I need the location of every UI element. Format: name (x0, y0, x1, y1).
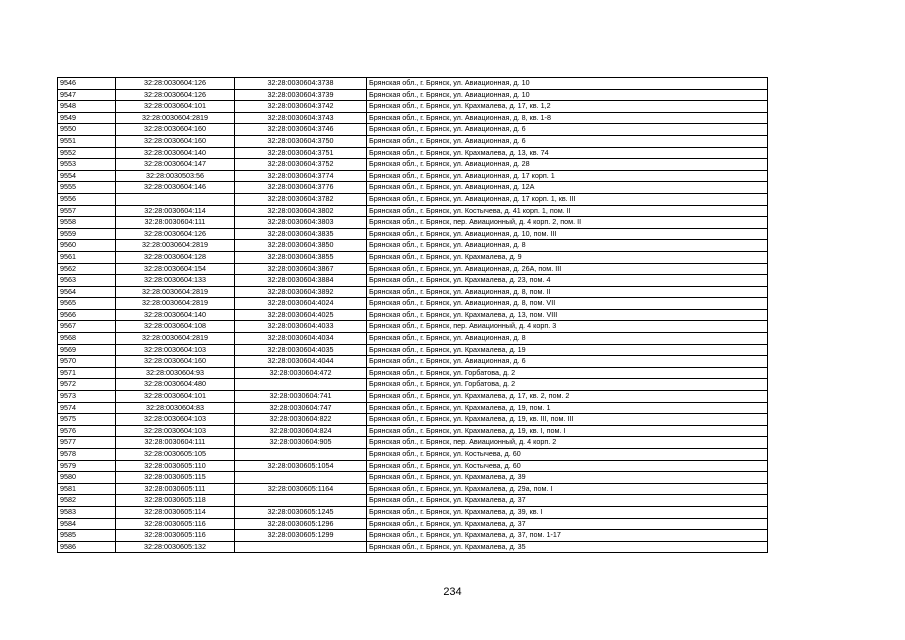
row-number-cell: 9568 (58, 333, 116, 345)
row-number-cell: 9562 (58, 263, 116, 275)
row-number-cell: 9563 (58, 275, 116, 287)
land-cadastral-number-cell: 32:28:0030605:116 (116, 518, 235, 530)
address-cell: Брянская обл., г. Брянск, ул. Крахмалева, д. 13, пом. VIII (367, 309, 768, 321)
page-number: 234 (443, 586, 462, 598)
land-cadastral-number-cell: 32:28:0030604:147 (116, 159, 235, 171)
object-cadastral-number-cell: 32:28:0030604:3750 (235, 135, 367, 147)
object-cadastral-number-cell: 32:28:0030604:822 (235, 414, 367, 426)
table-row (58, 170, 768, 182)
table-row (58, 286, 768, 298)
address-cell: Брянская обл., г. Брянск, ул. Крахмалева, д. 39 (367, 472, 768, 484)
land-cadastral-number-cell: 32:28:0030604:2819 (116, 333, 235, 345)
address-cell: Брянская обл., г. Брянск, ул. Авиационная, д. 8 (367, 333, 768, 345)
row-number-cell: 9573 (58, 391, 116, 403)
address-cell: Брянская обл., г. Брянск, ул. Авиационная, д. 12А (367, 182, 768, 194)
address-cell: Брянская обл., г. Брянск, ул. Авиационная, д. 6 (367, 135, 768, 147)
address-cell: Брянская обл., г. Брянск, ул. Крахмалева, д. 9 (367, 251, 768, 263)
address-cell: Брянская обл., г. Брянск, ул. Крахмалева, д. 29а, пом. I (367, 483, 768, 495)
table-row (58, 182, 768, 194)
address-cell: Брянская обл., г. Брянск, ул. Крахмалева, д. 19 (367, 344, 768, 356)
table-row (58, 193, 768, 205)
table-row (58, 251, 768, 263)
address-cell: Брянская обл., г. Брянск, ул. Авиационная, д. 10 (367, 89, 768, 101)
land-cadastral-number-cell: 32:28:0030605:105 (116, 449, 235, 461)
object-cadastral-number-cell: 32:28:0030604:3742 (235, 101, 367, 113)
row-number-cell: 9553 (58, 159, 116, 171)
land-cadastral-number-cell: 32:28:0030605:132 (116, 541, 235, 553)
object-cadastral-number-cell: 32:28:0030604:741 (235, 391, 367, 403)
object-cadastral-number-cell: 32:28:0030604:4044 (235, 356, 367, 368)
table-row (58, 298, 768, 310)
object-cadastral-number-cell: 32:28:0030605:1299 (235, 530, 367, 542)
address-cell: Брянская обл., г. Брянск, ул. Костычева, д. 41 корп. 1, пом. II (367, 205, 768, 217)
table-row (58, 344, 768, 356)
land-cadastral-number-cell: 32:28:0030604:101 (116, 391, 235, 403)
table-row (58, 333, 768, 345)
table-row (58, 472, 768, 484)
table-row (58, 437, 768, 449)
row-number-cell: 9556 (58, 193, 116, 205)
row-number-cell: 9570 (58, 356, 116, 368)
object-cadastral-number-cell (235, 449, 367, 461)
land-cadastral-number-cell: 32:28:0030605:111 (116, 483, 235, 495)
land-cadastral-number-cell (116, 193, 235, 205)
object-cadastral-number-cell: 32:28:0030605:1296 (235, 518, 367, 530)
table-row (58, 483, 768, 495)
land-cadastral-number-cell: 32:28:0030604:83 (116, 402, 235, 414)
address-cell: Брянская обл., г. Брянск, ул. Крахмалева, д. 17, кв. 2, пом. 2 (367, 391, 768, 403)
row-number-cell: 9584 (58, 518, 116, 530)
table-row (58, 530, 768, 542)
row-number-cell: 9575 (58, 414, 116, 426)
row-number-cell: 9559 (58, 228, 116, 240)
table-row (58, 541, 768, 553)
land-cadastral-number-cell: 32:28:0030604:93 (116, 367, 235, 379)
land-cadastral-number-cell: 32:28:0030604:2819 (116, 112, 235, 124)
row-number-cell: 9574 (58, 402, 116, 414)
cadastral-table (57, 77, 768, 553)
land-cadastral-number-cell: 32:28:0030604:2819 (116, 286, 235, 298)
row-number-cell: 9550 (58, 124, 116, 136)
object-cadastral-number-cell: 32:28:0030604:3835 (235, 228, 367, 240)
object-cadastral-number-cell: 32:28:0030604:4025 (235, 309, 367, 321)
land-cadastral-number-cell: 32:28:0030604:160 (116, 124, 235, 136)
table-row (58, 124, 768, 136)
land-cadastral-number-cell: 32:28:0030605:118 (116, 495, 235, 507)
address-cell: Брянская обл., г. Брянск, ул. Крахмалева, д. 13, кв. 74 (367, 147, 768, 159)
row-number-cell: 9566 (58, 309, 116, 321)
table-row (58, 367, 768, 379)
land-cadastral-number-cell: 32:28:0030604:111 (116, 217, 235, 229)
land-cadastral-number-cell: 32:28:0030604:103 (116, 414, 235, 426)
object-cadastral-number-cell: 32:28:0030604:4034 (235, 333, 367, 345)
object-cadastral-number-cell: 32:28:0030604:3867 (235, 263, 367, 275)
row-number-cell: 9582 (58, 495, 116, 507)
land-cadastral-number-cell: 32:28:0030604:126 (116, 78, 235, 90)
land-cadastral-number-cell: 32:28:0030604:154 (116, 263, 235, 275)
object-cadastral-number-cell: 32:28:0030604:4033 (235, 321, 367, 333)
object-cadastral-number-cell: 32:28:0030604:3776 (235, 182, 367, 194)
land-cadastral-number-cell: 32:28:0030605:115 (116, 472, 235, 484)
address-cell: Брянская обл., г. Брянск, ул. Авиационная, д. 10, пом. III (367, 228, 768, 240)
land-cadastral-number-cell: 32:28:0030604:111 (116, 437, 235, 449)
land-cadastral-number-cell: 32:28:0030604:103 (116, 344, 235, 356)
address-cell: Брянская обл., г. Брянск, ул. Авиационная, д. 6 (367, 124, 768, 136)
object-cadastral-number-cell: 32:28:0030604:3782 (235, 193, 367, 205)
land-cadastral-number-cell: 32:28:0030604:140 (116, 147, 235, 159)
address-cell: Брянская обл., г. Брянск, ул. Крахмалева, д. 37 (367, 495, 768, 507)
row-number-cell: 9579 (58, 460, 116, 472)
object-cadastral-number-cell: 32:28:0030604:747 (235, 402, 367, 414)
land-cadastral-number-cell: 32:28:0030604:146 (116, 182, 235, 194)
table-row (58, 89, 768, 101)
object-cadastral-number-cell: 32:28:0030604:3752 (235, 159, 367, 171)
row-number-cell: 9577 (58, 437, 116, 449)
land-cadastral-number-cell: 32:28:0030604:2819 (116, 240, 235, 252)
land-cadastral-number-cell: 32:28:0030604:2819 (116, 298, 235, 310)
object-cadastral-number-cell: 32:28:0030604:3751 (235, 147, 367, 159)
table-row (58, 309, 768, 321)
address-cell: Брянская обл., г. Брянск, пер. Авиационный, д. 4 корп. 3 (367, 321, 768, 333)
object-cadastral-number-cell (235, 379, 367, 391)
row-number-cell: 9586 (58, 541, 116, 553)
address-cell: Брянская обл., г. Брянск, ул. Крахмалева, д. 37 (367, 518, 768, 530)
table-row (58, 506, 768, 518)
object-cadastral-number-cell: 32:28:0030604:3855 (235, 251, 367, 263)
object-cadastral-number-cell: 32:28:0030604:3803 (235, 217, 367, 229)
row-number-cell: 9585 (58, 530, 116, 542)
address-cell: Брянская обл., г. Брянск, пер. Авиационный, д. 4 корп. 2 (367, 437, 768, 449)
table-row (58, 78, 768, 90)
object-cadastral-number-cell: 32:28:0030605:1245 (235, 506, 367, 518)
object-cadastral-number-cell: 32:28:0030604:3743 (235, 112, 367, 124)
object-cadastral-number-cell: 32:28:0030604:3746 (235, 124, 367, 136)
land-cadastral-number-cell: 32:28:0030604:114 (116, 205, 235, 217)
land-cadastral-number-cell: 32:28:0030604:140 (116, 309, 235, 321)
row-number-cell: 9557 (58, 205, 116, 217)
object-cadastral-number-cell: 32:28:0030605:1164 (235, 483, 367, 495)
address-cell: Брянская обл., г. Брянск, ул. Крахмалева, д. 23, пом. 4 (367, 275, 768, 287)
address-cell: Брянская обл., г. Брянск, ул. Авиационная, д. 8, пом. II (367, 286, 768, 298)
object-cadastral-number-cell: 32:28:0030604:905 (235, 437, 367, 449)
table-row (58, 518, 768, 530)
address-cell: Брянская обл., г. Брянск, ул. Горбатова, д. 2 (367, 379, 768, 391)
table-row (58, 495, 768, 507)
address-cell: Брянская обл., г. Брянск, ул. Авиационная, д. 17 корп. 1, кв. III (367, 193, 768, 205)
object-cadastral-number-cell: 32:28:0030604:3739 (235, 89, 367, 101)
row-number-cell: 9555 (58, 182, 116, 194)
table-row (58, 263, 768, 275)
table-row (58, 240, 768, 252)
land-cadastral-number-cell: 32:28:0030503:56 (116, 170, 235, 182)
address-cell: Брянская обл., г. Брянск, ул. Крахмалева, д. 19, кв. I, пом. I (367, 425, 768, 437)
row-number-cell: 9569 (58, 344, 116, 356)
land-cadastral-number-cell: 32:28:0030604:160 (116, 356, 235, 368)
address-cell: Брянская обл., г. Брянск, ул. Крахмалева, д. 19, пом. 1 (367, 402, 768, 414)
row-number-cell: 9571 (58, 367, 116, 379)
row-number-cell: 9560 (58, 240, 116, 252)
address-cell: Брянская обл., г. Брянск, ул. Авиационная, д. 26А, пом. III (367, 263, 768, 275)
table-row (58, 379, 768, 391)
row-number-cell: 9583 (58, 506, 116, 518)
object-cadastral-number-cell: 32:28:0030604:3774 (235, 170, 367, 182)
land-cadastral-number-cell: 32:28:0030604:480 (116, 379, 235, 391)
table-row (58, 402, 768, 414)
object-cadastral-number-cell (235, 541, 367, 553)
row-number-cell: 9548 (58, 101, 116, 113)
table-row (58, 135, 768, 147)
object-cadastral-number-cell: 32:28:0030605:1054 (235, 460, 367, 472)
row-number-cell: 9581 (58, 483, 116, 495)
address-cell: Брянская обл., г. Брянск, ул. Крахмалева, д. 19, кв. III, пом. III (367, 414, 768, 426)
object-cadastral-number-cell: 32:28:0030604:4035 (235, 344, 367, 356)
address-cell: Брянская обл., г. Брянск, пер. Авиационный, д. 4 корп. 2, пом. II (367, 217, 768, 229)
land-cadastral-number-cell: 32:28:0030604:128 (116, 251, 235, 263)
table-body (58, 78, 768, 553)
address-cell: Брянская обл., г. Брянск, ул. Крахмалева, д. 39, кв. I (367, 506, 768, 518)
address-cell: Брянская обл., г. Брянск, ул. Крахмалева, д. 17, кв. 1,2 (367, 101, 768, 113)
land-cadastral-number-cell: 32:28:0030604:160 (116, 135, 235, 147)
table-row (58, 449, 768, 461)
table-row (58, 414, 768, 426)
address-cell: Брянская обл., г. Брянск, ул. Авиационная, д. 28 (367, 159, 768, 171)
land-cadastral-number-cell: 32:28:0030604:108 (116, 321, 235, 333)
row-number-cell: 9554 (58, 170, 116, 182)
table-row (58, 356, 768, 368)
object-cadastral-number-cell (235, 472, 367, 484)
row-number-cell: 9561 (58, 251, 116, 263)
row-number-cell: 9580 (58, 472, 116, 484)
land-cadastral-number-cell: 32:28:0030604:133 (116, 275, 235, 287)
land-cadastral-number-cell: 32:28:0030605:116 (116, 530, 235, 542)
object-cadastral-number-cell: 32:28:0030604:3850 (235, 240, 367, 252)
address-cell: Брянская обл., г. Брянск, ул. Авиационная, д. 8, пом. VII (367, 298, 768, 310)
address-cell: Брянская обл., г. Брянск, ул. Авиационная, д. 10 (367, 78, 768, 90)
table-row (58, 228, 768, 240)
table-row (58, 460, 768, 472)
address-cell: Брянская обл., г. Брянск, ул. Крахмалева, д. 37, пом. 1-17 (367, 530, 768, 542)
object-cadastral-number-cell: 32:28:0030604:4024 (235, 298, 367, 310)
row-number-cell: 9565 (58, 298, 116, 310)
table-row (58, 321, 768, 333)
row-number-cell: 9578 (58, 449, 116, 461)
object-cadastral-number-cell: 32:28:0030604:3738 (235, 78, 367, 90)
land-cadastral-number-cell: 32:28:0030605:114 (116, 506, 235, 518)
address-cell: Брянская обл., г. Брянск, ул. Крахмалева, д. 35 (367, 541, 768, 553)
object-cadastral-number-cell: 32:28:0030604:3802 (235, 205, 367, 217)
land-cadastral-number-cell: 32:28:0030604:103 (116, 425, 235, 437)
row-number-cell: 9551 (58, 135, 116, 147)
land-cadastral-number-cell: 32:28:0030604:126 (116, 89, 235, 101)
row-number-cell: 9567 (58, 321, 116, 333)
row-number-cell: 9547 (58, 89, 116, 101)
land-cadastral-number-cell: 32:28:0030605:110 (116, 460, 235, 472)
row-number-cell: 9576 (58, 425, 116, 437)
address-cell: Брянская обл., г. Брянск, ул. Костычева, д. 60 (367, 460, 768, 472)
address-cell: Брянская обл., г. Брянск, ул. Авиационная, д. 6 (367, 356, 768, 368)
row-number-cell: 9552 (58, 147, 116, 159)
land-cadastral-number-cell: 32:28:0030604:126 (116, 228, 235, 240)
object-cadastral-number-cell: 32:28:0030604:472 (235, 367, 367, 379)
address-cell: Брянская обл., г. Брянск, ул. Авиационная, д. 17 корп. 1 (367, 170, 768, 182)
row-number-cell: 9546 (58, 78, 116, 90)
address-cell: Брянская обл., г. Брянск, ул. Авиационная, д. 8, кв. 1-8 (367, 112, 768, 124)
row-number-cell: 9572 (58, 379, 116, 391)
row-number-cell: 9564 (58, 286, 116, 298)
address-cell: Брянская обл., г. Брянск, ул. Авиационная, д. 8 (367, 240, 768, 252)
table-row (58, 147, 768, 159)
object-cadastral-number-cell: 32:28:0030604:3884 (235, 275, 367, 287)
table-row (58, 101, 768, 113)
table-row (58, 205, 768, 217)
row-number-cell: 9558 (58, 217, 116, 229)
address-cell: Брянская обл., г. Брянск, ул. Костычева, д. 60 (367, 449, 768, 461)
table-row (58, 425, 768, 437)
table-row (58, 391, 768, 403)
land-cadastral-number-cell: 32:28:0030604:101 (116, 101, 235, 113)
table-row (58, 275, 768, 287)
object-cadastral-number-cell: 32:28:0030604:3892 (235, 286, 367, 298)
address-cell: Брянская обл., г. Брянск, ул. Горбатова, д. 2 (367, 367, 768, 379)
table-row (58, 159, 768, 171)
row-number-cell: 9549 (58, 112, 116, 124)
object-cadastral-number-cell: 32:28:0030604:824 (235, 425, 367, 437)
table-row (58, 217, 768, 229)
table-row (58, 112, 768, 124)
object-cadastral-number-cell (235, 495, 367, 507)
